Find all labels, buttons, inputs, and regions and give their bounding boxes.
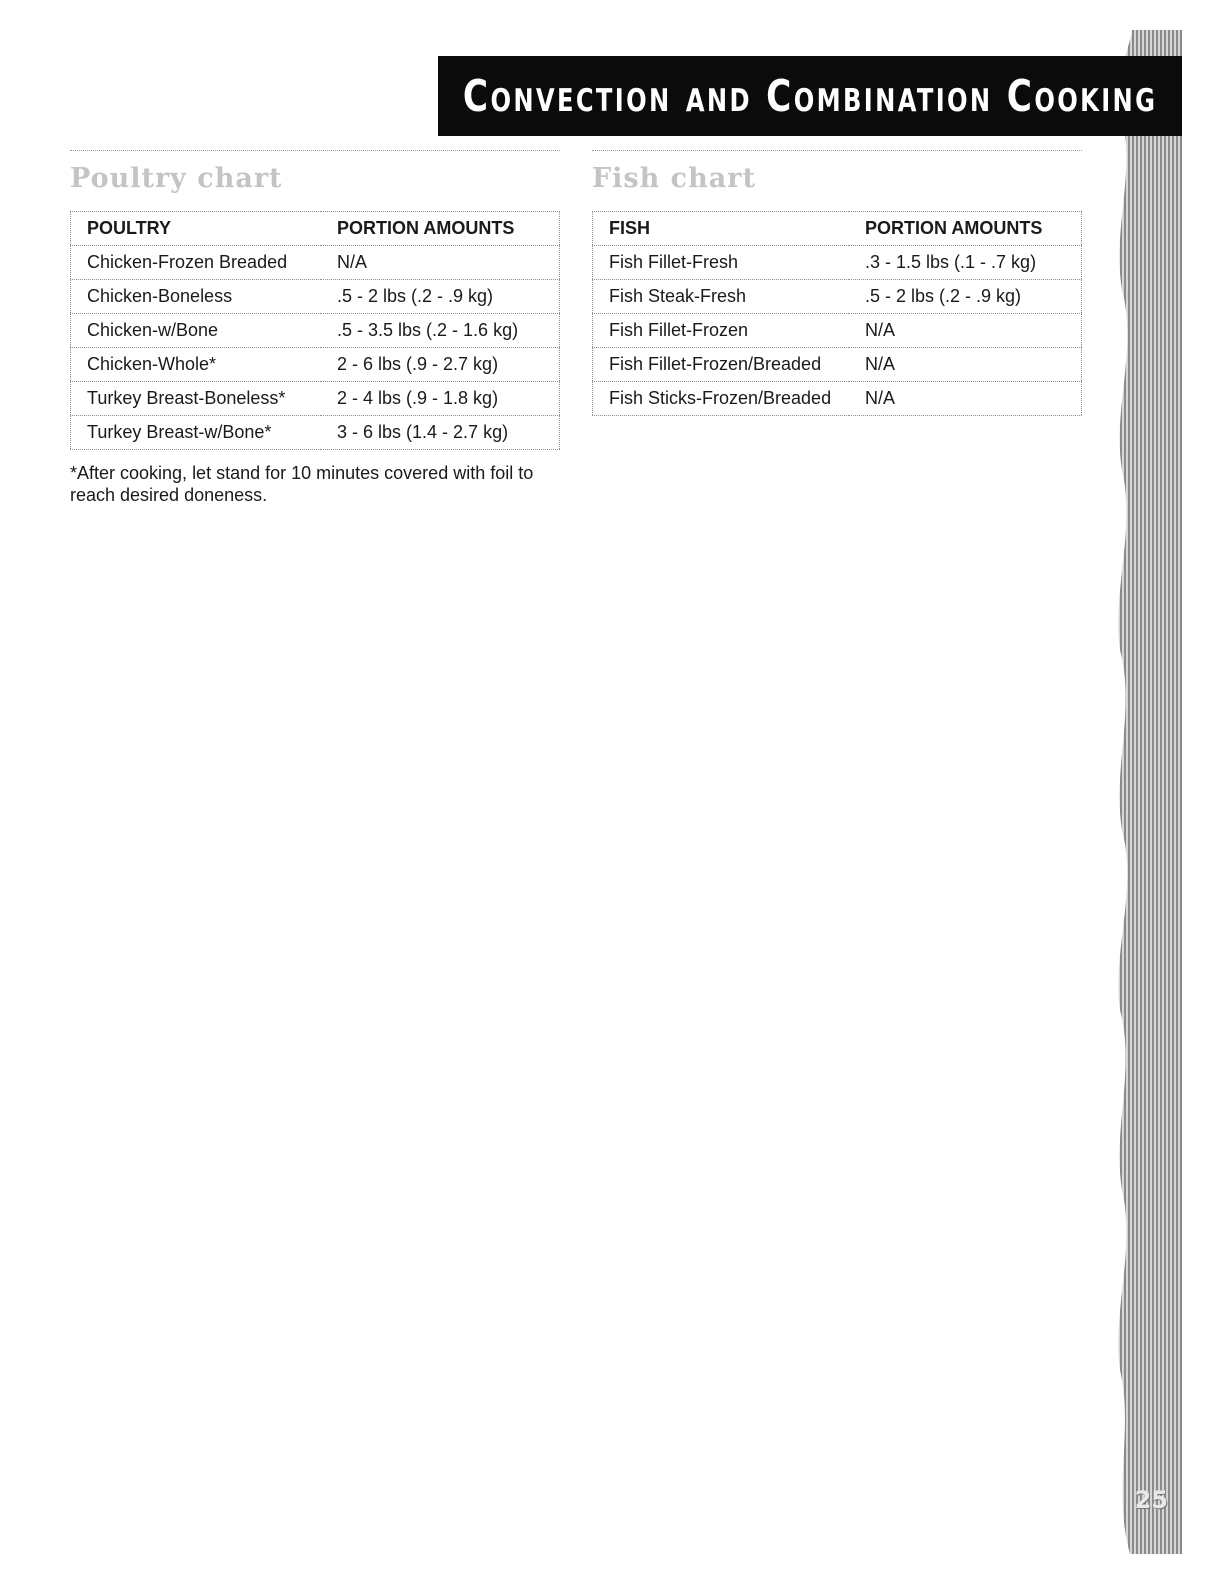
decorative-side-strip: [1112, 30, 1182, 1554]
fish-chart-heading: Fish chart: [592, 163, 756, 194]
column-header: POULTRY: [71, 212, 322, 246]
portion-amount: 3 - 6 lbs (1.4 - 2.7 kg): [321, 416, 560, 450]
portion-amount: .3 - 1.5 lbs (.1 - .7 kg): [849, 246, 1082, 280]
fish-item: Fish Fillet-Frozen: [593, 314, 850, 348]
table-row: [71, 416, 560, 450]
poultry-item: Chicken-w/Bone: [71, 314, 322, 348]
table-header-row: [593, 212, 1082, 246]
fish-item: Fish Fillet-Frozen/Breaded: [593, 348, 850, 382]
fish-item: Fish Fillet-Fresh: [593, 246, 850, 280]
table-row: [71, 280, 560, 314]
poultry-item: Chicken-Whole*: [71, 348, 322, 382]
table-row: [71, 382, 560, 416]
poultry-item: Turkey Breast-Boneless*: [71, 382, 322, 416]
portion-amount: N/A: [849, 382, 1082, 416]
poultry-item: Chicken-Frozen Breaded: [71, 246, 322, 280]
column-header: PORTION AMOUNTS: [321, 212, 560, 246]
portion-amount: .5 - 2 lbs (.2 - .9 kg): [321, 280, 560, 314]
fish-item: Fish Sticks-Frozen/Breaded: [593, 382, 850, 416]
portion-amount: .5 - 3.5 lbs (.2 - 1.6 kg): [321, 314, 560, 348]
column-header: PORTION AMOUNTS: [849, 212, 1082, 246]
poultry-table: [70, 211, 560, 450]
fish-item: Fish Steak-Fresh: [593, 280, 850, 314]
column-header: FISH: [593, 212, 850, 246]
portion-amount: .5 - 2 lbs (.2 - .9 kg): [849, 280, 1082, 314]
poultry-footnote: *After cooking, let stand for 10 minutes covered with foil to reach desired doneness.: [70, 463, 534, 505]
section-divider: [70, 150, 560, 151]
portion-amount: 2 - 4 lbs (.9 - 1.8 kg): [321, 382, 560, 416]
poultry-item: Chicken-Boneless: [71, 280, 322, 314]
portion-amount: 2 - 6 lbs (.9 - 2.7 kg): [321, 348, 560, 382]
fish-table: [592, 211, 1082, 416]
poultry-item: Turkey Breast-w/Bone*: [71, 416, 322, 450]
title-banner: [438, 56, 1182, 136]
poultry-chart-heading: Poultry chart: [70, 163, 283, 194]
table-row: [593, 246, 1082, 280]
table-row: [593, 280, 1082, 314]
table-row: [71, 314, 560, 348]
portion-amount: N/A: [849, 348, 1082, 382]
table-row: [71, 348, 560, 382]
portion-amount: N/A: [321, 246, 560, 280]
table-row: [593, 314, 1082, 348]
table-row: [593, 382, 1082, 416]
table-row: [593, 348, 1082, 382]
page-title: Convection and Combination Cooking: [462, 70, 1158, 122]
table-row: [71, 246, 560, 280]
fish-section: [592, 150, 1082, 416]
page-number: 25: [1134, 1486, 1168, 1514]
portion-amount: N/A: [849, 314, 1082, 348]
table-header-row: [71, 212, 560, 246]
section-divider: [592, 150, 1082, 151]
poultry-section: [70, 150, 560, 524]
